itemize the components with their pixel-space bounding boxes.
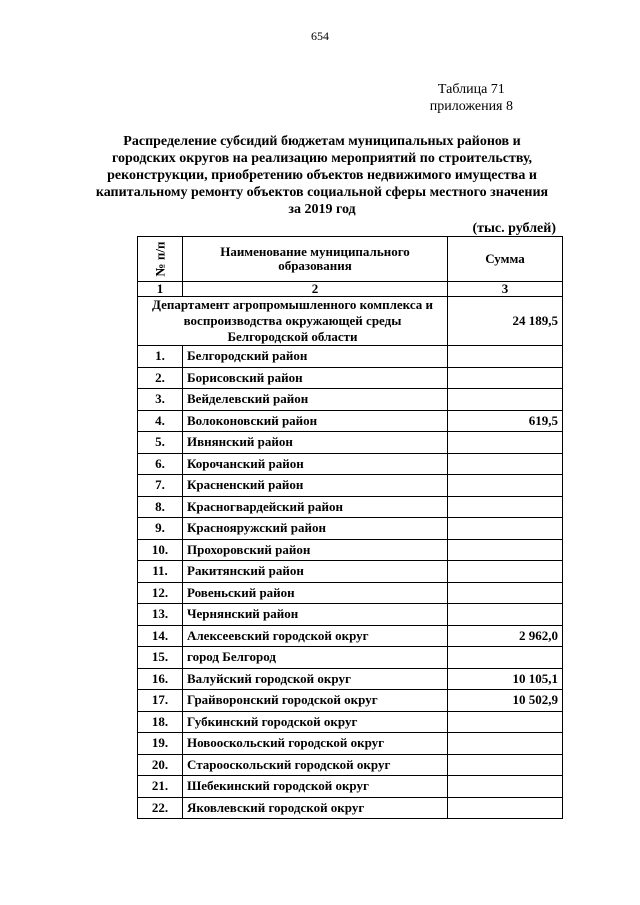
table-row	[138, 453, 563, 475]
row-number: 12.	[138, 582, 183, 604]
row-name: Алексеевский городской округ	[183, 625, 448, 647]
row-number: 5.	[138, 432, 183, 454]
row-name: Краснояружский район	[183, 518, 448, 540]
row-name: Корочанский район	[183, 453, 448, 475]
table-row	[138, 432, 563, 454]
row-number: 22.	[138, 797, 183, 819]
row-amount	[448, 733, 563, 755]
table-row	[138, 647, 563, 669]
table-caption	[430, 81, 513, 115]
caption-table-number: Таблица 71	[437, 82, 505, 97]
table-row	[138, 604, 563, 626]
table-row	[138, 733, 563, 755]
row-number: 13.	[138, 604, 183, 626]
table-row	[138, 561, 563, 583]
row-amount: 10 502,9	[448, 690, 563, 712]
column-number-2: 2	[183, 282, 448, 297]
table-row	[138, 582, 563, 604]
row-amount: 10 105,1	[448, 668, 563, 690]
row-number: 3.	[138, 389, 183, 411]
row-name: Вейделевский район	[183, 389, 448, 411]
document-title: Распределение субсидий бюджетам муниципальных районов и городских округов на реализацию мероприятий по строительству, реконструкции, приобретению объектов недвижимого имущества и капитальному ремонту объектов социальной сферы местного значения за 2019 год	[95, 134, 549, 217]
header-number-cell	[138, 237, 183, 282]
row-name: Чернянский район	[183, 604, 448, 626]
row-amount	[448, 582, 563, 604]
table-row	[138, 797, 563, 819]
row-amount	[448, 432, 563, 454]
row-number: 14.	[138, 625, 183, 647]
table-row	[138, 346, 563, 368]
table-row	[138, 711, 563, 733]
row-number: 1.	[138, 346, 183, 368]
row-number: 6.	[138, 453, 183, 475]
row-name: город Белгород	[183, 647, 448, 669]
row-number: 8.	[138, 496, 183, 518]
table-row	[138, 410, 563, 432]
row-number: 10.	[138, 539, 183, 561]
row-amount	[448, 496, 563, 518]
row-number: 4.	[138, 410, 183, 432]
row-number: 18.	[138, 711, 183, 733]
row-amount: 619,5	[448, 410, 563, 432]
row-amount	[448, 453, 563, 475]
row-name: Губкинский городской округ	[183, 711, 448, 733]
row-number: 21.	[138, 776, 183, 798]
table-row	[138, 668, 563, 690]
header-amount: Сумма	[448, 237, 563, 282]
row-amount	[448, 561, 563, 583]
row-name: Красногвардейский район	[183, 496, 448, 518]
row-amount	[448, 346, 563, 368]
row-number: 17.	[138, 690, 183, 712]
row-amount	[448, 518, 563, 540]
department-row	[138, 297, 563, 346]
row-number: 7.	[138, 475, 183, 497]
row-number: 19.	[138, 733, 183, 755]
table-row	[138, 776, 563, 798]
row-name: Прохоровский район	[183, 539, 448, 561]
page-number: 654	[311, 29, 329, 43]
row-amount	[448, 711, 563, 733]
row-number: 11.	[138, 561, 183, 583]
row-amount: 2 962,0	[448, 625, 563, 647]
header-number: № п/п	[152, 241, 167, 277]
row-amount	[448, 797, 563, 819]
row-name: Борисовский район	[183, 367, 448, 389]
row-name: Красненский район	[183, 475, 448, 497]
row-name: Волоконовский район	[183, 410, 448, 432]
department-amount: 24 189,5	[448, 297, 563, 346]
table-header-row	[138, 237, 563, 282]
row-name: Грайворонский городской округ	[183, 690, 448, 712]
row-amount	[448, 647, 563, 669]
table-row	[138, 625, 563, 647]
table-row	[138, 367, 563, 389]
row-name: Ровеньский район	[183, 582, 448, 604]
row-name: Яковлевский городской округ	[183, 797, 448, 819]
caption-appendix: приложения 8	[429, 99, 513, 114]
row-amount	[448, 754, 563, 776]
row-name: Белгородский район	[183, 346, 448, 368]
column-number-row	[138, 282, 563, 297]
header-name: Наименование муниципального образования	[183, 237, 448, 282]
row-number: 20.	[138, 754, 183, 776]
subsidy-table	[137, 236, 563, 819]
column-number-1: 1	[138, 282, 183, 297]
row-amount	[448, 539, 563, 561]
row-number: 15.	[138, 647, 183, 669]
row-amount	[448, 475, 563, 497]
table-row	[138, 389, 563, 411]
row-amount	[448, 389, 563, 411]
row-amount	[448, 604, 563, 626]
row-amount	[448, 367, 563, 389]
row-number: 16.	[138, 668, 183, 690]
table-row	[138, 475, 563, 497]
table-row	[138, 518, 563, 540]
department-name: Департамент агропромышленного комплекса и воспроизводства окружающей среды Белгородской области	[138, 297, 448, 346]
row-name: Шебекинский городской округ	[183, 776, 448, 798]
row-name: Старооскольский городской округ	[183, 754, 448, 776]
row-name: Ивнянский район	[183, 432, 448, 454]
units-label: (тыс. рублей)	[472, 221, 556, 236]
row-name: Новооскольский городской округ	[183, 733, 448, 755]
row-name: Ракитянский район	[183, 561, 448, 583]
table-row	[138, 539, 563, 561]
row-number: 9.	[138, 518, 183, 540]
row-name: Валуйский городской округ	[183, 668, 448, 690]
table-row	[138, 754, 563, 776]
table-row	[138, 690, 563, 712]
column-number-3: 3	[448, 282, 563, 297]
row-amount	[448, 776, 563, 798]
row-number: 2.	[138, 367, 183, 389]
table-row	[138, 496, 563, 518]
